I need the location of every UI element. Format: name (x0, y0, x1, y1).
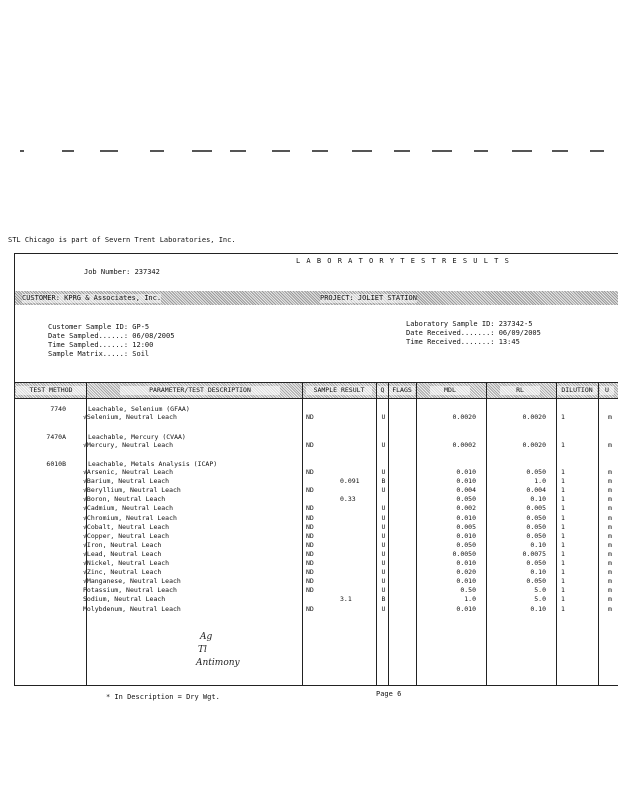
customer-sample-id: Customer Sample ID: GP-5 (48, 323, 150, 331)
sample-result: 0.091 (340, 477, 360, 486)
rl-value: 0.050 (526, 513, 546, 522)
units-value: m (608, 486, 612, 495)
rl-value: 0.0075 (522, 549, 546, 558)
units-value: m (608, 468, 612, 476)
scan-noise (20, 150, 24, 152)
col-divider (556, 382, 557, 685)
qualifier: U (381, 522, 386, 531)
rl-value: 0.10 (530, 604, 546, 613)
sample-result: ND (306, 468, 314, 476)
sample-matrix: Sample Matrix.....: Soil (48, 350, 150, 358)
dilution-value: 1 (561, 413, 565, 421)
qualifier: U (381, 559, 386, 567)
mdl-value: 0.010 (456, 559, 476, 567)
mdl-value: 0.010 (456, 468, 476, 476)
sample-result: ND (306, 549, 314, 558)
units-value: m (608, 504, 612, 513)
report-frame-top (14, 253, 618, 254)
units-value: m (608, 413, 612, 421)
rl-value: 0.050 (526, 531, 546, 540)
mdl-value: 0.010 (456, 477, 476, 486)
qualifier: U (381, 468, 386, 476)
mdl-value: 0.010 (456, 604, 476, 613)
scan-noise (352, 150, 372, 152)
parameter-desc: √Copper, Neutral Leach (83, 531, 170, 540)
rl-value: 0.005 (526, 504, 546, 513)
mdl-value: 0.0050 (452, 549, 476, 558)
dilution-value: 1 (561, 522, 565, 531)
table-header-rule (15, 398, 618, 399)
parameter-desc: √Selenium, Neutral Leach (83, 413, 177, 421)
project-name: PROJECT: JOLIET STATION (320, 294, 417, 302)
parameter-desc: √Manganese, Neutral Leach (83, 577, 181, 586)
qualifier: B (381, 595, 386, 604)
rl-value: 1.0 (534, 477, 546, 486)
lab-note: STL Chicago is part of Severn Trent Laboratories, Inc. (8, 236, 236, 244)
mdl-value: 0.0002 (452, 441, 476, 449)
dilution-value: 1 (561, 513, 565, 522)
report-frame-bottom (14, 685, 618, 686)
units-value: m (608, 495, 612, 504)
dilution-value: 1 (561, 468, 565, 476)
parameter-desc: Molybdenum, Neutral Leach (83, 604, 181, 613)
dilution-value: 1 (561, 495, 565, 504)
qualifier: U (381, 604, 386, 613)
mdl-value: 0.050 (456, 540, 476, 549)
qualifier: U (381, 531, 386, 540)
scan-noise (512, 150, 532, 152)
dilution-value: 1 (561, 559, 565, 567)
test-method: 7740 (50, 405, 66, 413)
parameter-desc: √Cadmium, Neutral Leach (83, 504, 174, 513)
sample-result: ND (306, 559, 314, 567)
sample-result: ND (306, 568, 314, 577)
rl-value: 0.0020 (522, 413, 546, 421)
qualifier: U (381, 577, 386, 586)
header-sample-result: SAMPLE RESULT (306, 386, 372, 395)
rl-value: 0.050 (526, 577, 546, 586)
rl-value: 0.0020 (522, 441, 546, 449)
sample-result: 0.33 (340, 495, 356, 504)
units-value: m (608, 549, 612, 558)
sample-result: ND (306, 577, 314, 586)
qualifier: U (381, 549, 386, 558)
header-q: Q (377, 386, 388, 395)
scan-noise (100, 150, 118, 152)
qualifier: U (381, 513, 386, 522)
group-title: Leachable, Mercury (CVAA) (88, 433, 186, 441)
customer-name: CUSTOMER: KPRG & Associates, Inc. (22, 294, 162, 302)
sample-result: ND (306, 604, 314, 613)
mdl-value: 0.004 (456, 486, 476, 495)
qualifier: B (381, 477, 386, 486)
footnote: * In Description = Dry Wgt. (106, 693, 220, 701)
rl-value: 0.10 (530, 568, 546, 577)
sample-result: ND (306, 504, 314, 513)
table-top-rule (15, 382, 618, 383)
parameter-desc: √Barium, Neutral Leach (83, 477, 170, 486)
units-value: m (608, 513, 612, 522)
dilution-value: 1 (561, 504, 565, 513)
units-value: m (608, 604, 612, 613)
test-method: 7470A (46, 433, 66, 441)
qualifier: U (381, 441, 386, 449)
parameter-desc: √Chromium, Neutral Leach (83, 513, 177, 522)
rl-value: 0.050 (526, 522, 546, 531)
scan-noise (552, 150, 568, 152)
header-units: U (600, 386, 614, 395)
mdl-value: 0.0020 (452, 413, 476, 421)
parameter-desc: √Cobalt, Neutral Leach (83, 522, 170, 531)
mdl-value: 0.050 (456, 495, 476, 504)
units-value: m (608, 595, 612, 604)
scan-noise (432, 150, 452, 152)
col-divider (376, 382, 377, 685)
rl-value: 5.0 (534, 586, 546, 595)
test-method: 6010B (46, 460, 66, 468)
mdl-value: 0.010 (456, 513, 476, 522)
rl-value: 5.0 (534, 595, 546, 604)
dilution-value: 1 (561, 586, 565, 595)
dilution-value: 1 (561, 568, 565, 577)
qualifier: U (381, 540, 386, 549)
scan-noise (62, 150, 74, 152)
col-divider (598, 382, 599, 685)
rl-value: 0.10 (530, 540, 546, 549)
col-divider (302, 382, 303, 685)
parameter-desc: √Iron, Neutral Leach (83, 540, 162, 549)
dilution-value: 1 (561, 441, 565, 449)
sample-result: ND (306, 531, 314, 540)
header-test-method: TEST METHOD (16, 386, 86, 395)
lab-sample-id: Laboratory Sample ID: 237342-5 (406, 320, 533, 328)
parameter-desc: √Boron, Neutral Leach (83, 495, 166, 504)
dilution-value: 1 (561, 577, 565, 586)
time-sampled: Time Sampled......: 12:00 (48, 341, 154, 349)
sample-result: ND (306, 486, 314, 495)
scan-noise (272, 150, 290, 152)
parameter-desc: √Arsenic, Neutral Leach (83, 468, 174, 476)
mdl-value: 0.005 (456, 522, 476, 531)
units-value: m (608, 559, 612, 567)
dilution-value: 1 (561, 595, 565, 604)
mdl-value: 0.010 (456, 531, 476, 540)
group-title: Leachable, Metals Analysis (ICAP) (88, 460, 218, 468)
dilution-value: 1 (561, 540, 565, 549)
header-dilution: DILUTION (557, 386, 597, 395)
qualifier: U (381, 504, 386, 513)
mdl-value: 0.020 (456, 568, 476, 577)
units-value: m (608, 522, 612, 531)
rl-value: 0.050 (526, 468, 546, 476)
mdl-value: 1.0 (464, 595, 476, 604)
date-sampled: Date Sampled......: 06/08/2005 (48, 332, 175, 340)
scan-noise (192, 150, 212, 152)
scan-noise (590, 150, 604, 152)
header-flags: FLAGS (389, 386, 415, 395)
report-frame-left (14, 253, 15, 685)
units-value: m (608, 568, 612, 577)
qualifier: U (381, 586, 386, 595)
sample-result: ND (306, 522, 314, 531)
scan-noise (150, 150, 164, 152)
sample-result: ND (306, 513, 314, 522)
units-value: m (608, 540, 612, 549)
units-value: m (608, 577, 612, 586)
units-value: m (608, 586, 612, 595)
job-number: Job Number: 237342 (84, 268, 160, 276)
header-rl: RL (500, 386, 540, 395)
sample-result: ND (306, 586, 314, 595)
rl-value: 0.004 (526, 486, 546, 495)
handwritten-note: Tl (198, 645, 207, 655)
time-received: Time Received.......: 13:45 (406, 338, 520, 346)
parameter-desc: √Lead, Neutral Leach (83, 549, 162, 558)
dilution-value: 1 (561, 486, 565, 495)
mdl-value: 0.002 (456, 504, 476, 513)
col-divider (388, 382, 389, 685)
scan-noise (230, 150, 246, 152)
group-title: Leachable, Selenium (GFAA) (88, 405, 190, 413)
col-divider (486, 382, 487, 685)
rl-value: 0.050 (526, 559, 546, 567)
qualifier: U (381, 568, 386, 577)
parameter-desc: Potassium, Neutral Leach (83, 586, 177, 595)
dilution-value: 1 (561, 477, 565, 486)
mdl-value: 0.50 (460, 586, 476, 595)
dilution-value: 1 (561, 604, 565, 613)
mdl-value: 0.010 (456, 577, 476, 586)
parameter-desc: √Mercury, Neutral Leach (83, 441, 174, 449)
handwritten-note: Ag (200, 632, 213, 642)
scan-noise (474, 150, 488, 152)
page-number: Page 6 (376, 690, 402, 698)
dilution-value: 1 (561, 549, 565, 558)
units-value: m (608, 477, 612, 486)
sample-result: ND (306, 540, 314, 549)
sample-result: 3.1 (340, 595, 352, 604)
col-divider (416, 382, 417, 685)
units-value: m (608, 441, 612, 449)
header-parameter: PARAMETER/TEST DESCRIPTION (120, 386, 280, 395)
qualifier: U (381, 413, 386, 421)
header-mdl: MDL (430, 386, 470, 395)
qualifier: U (381, 486, 386, 495)
sample-result: ND (306, 413, 314, 421)
scan-noise (312, 150, 328, 152)
rl-value: 0.10 (530, 495, 546, 504)
parameter-desc: Sodium, Neutral Leach (83, 595, 166, 604)
parameter-desc: √Beryllium, Neutral Leach (83, 486, 181, 495)
scan-noise (394, 150, 410, 152)
date-received: Date Received.......: 06/09/2005 (406, 329, 541, 337)
units-value: m (608, 531, 612, 540)
handwritten-note: Antimony (196, 658, 240, 668)
parameter-desc: √Nickel, Neutral Leach (83, 559, 170, 567)
dilution-value: 1 (561, 531, 565, 540)
report-title: L A B O R A T O R Y T E S T R E S U L T S (296, 257, 510, 265)
parameter-desc: √Zinc, Neutral Leach (83, 568, 162, 577)
sample-result: ND (306, 441, 314, 449)
